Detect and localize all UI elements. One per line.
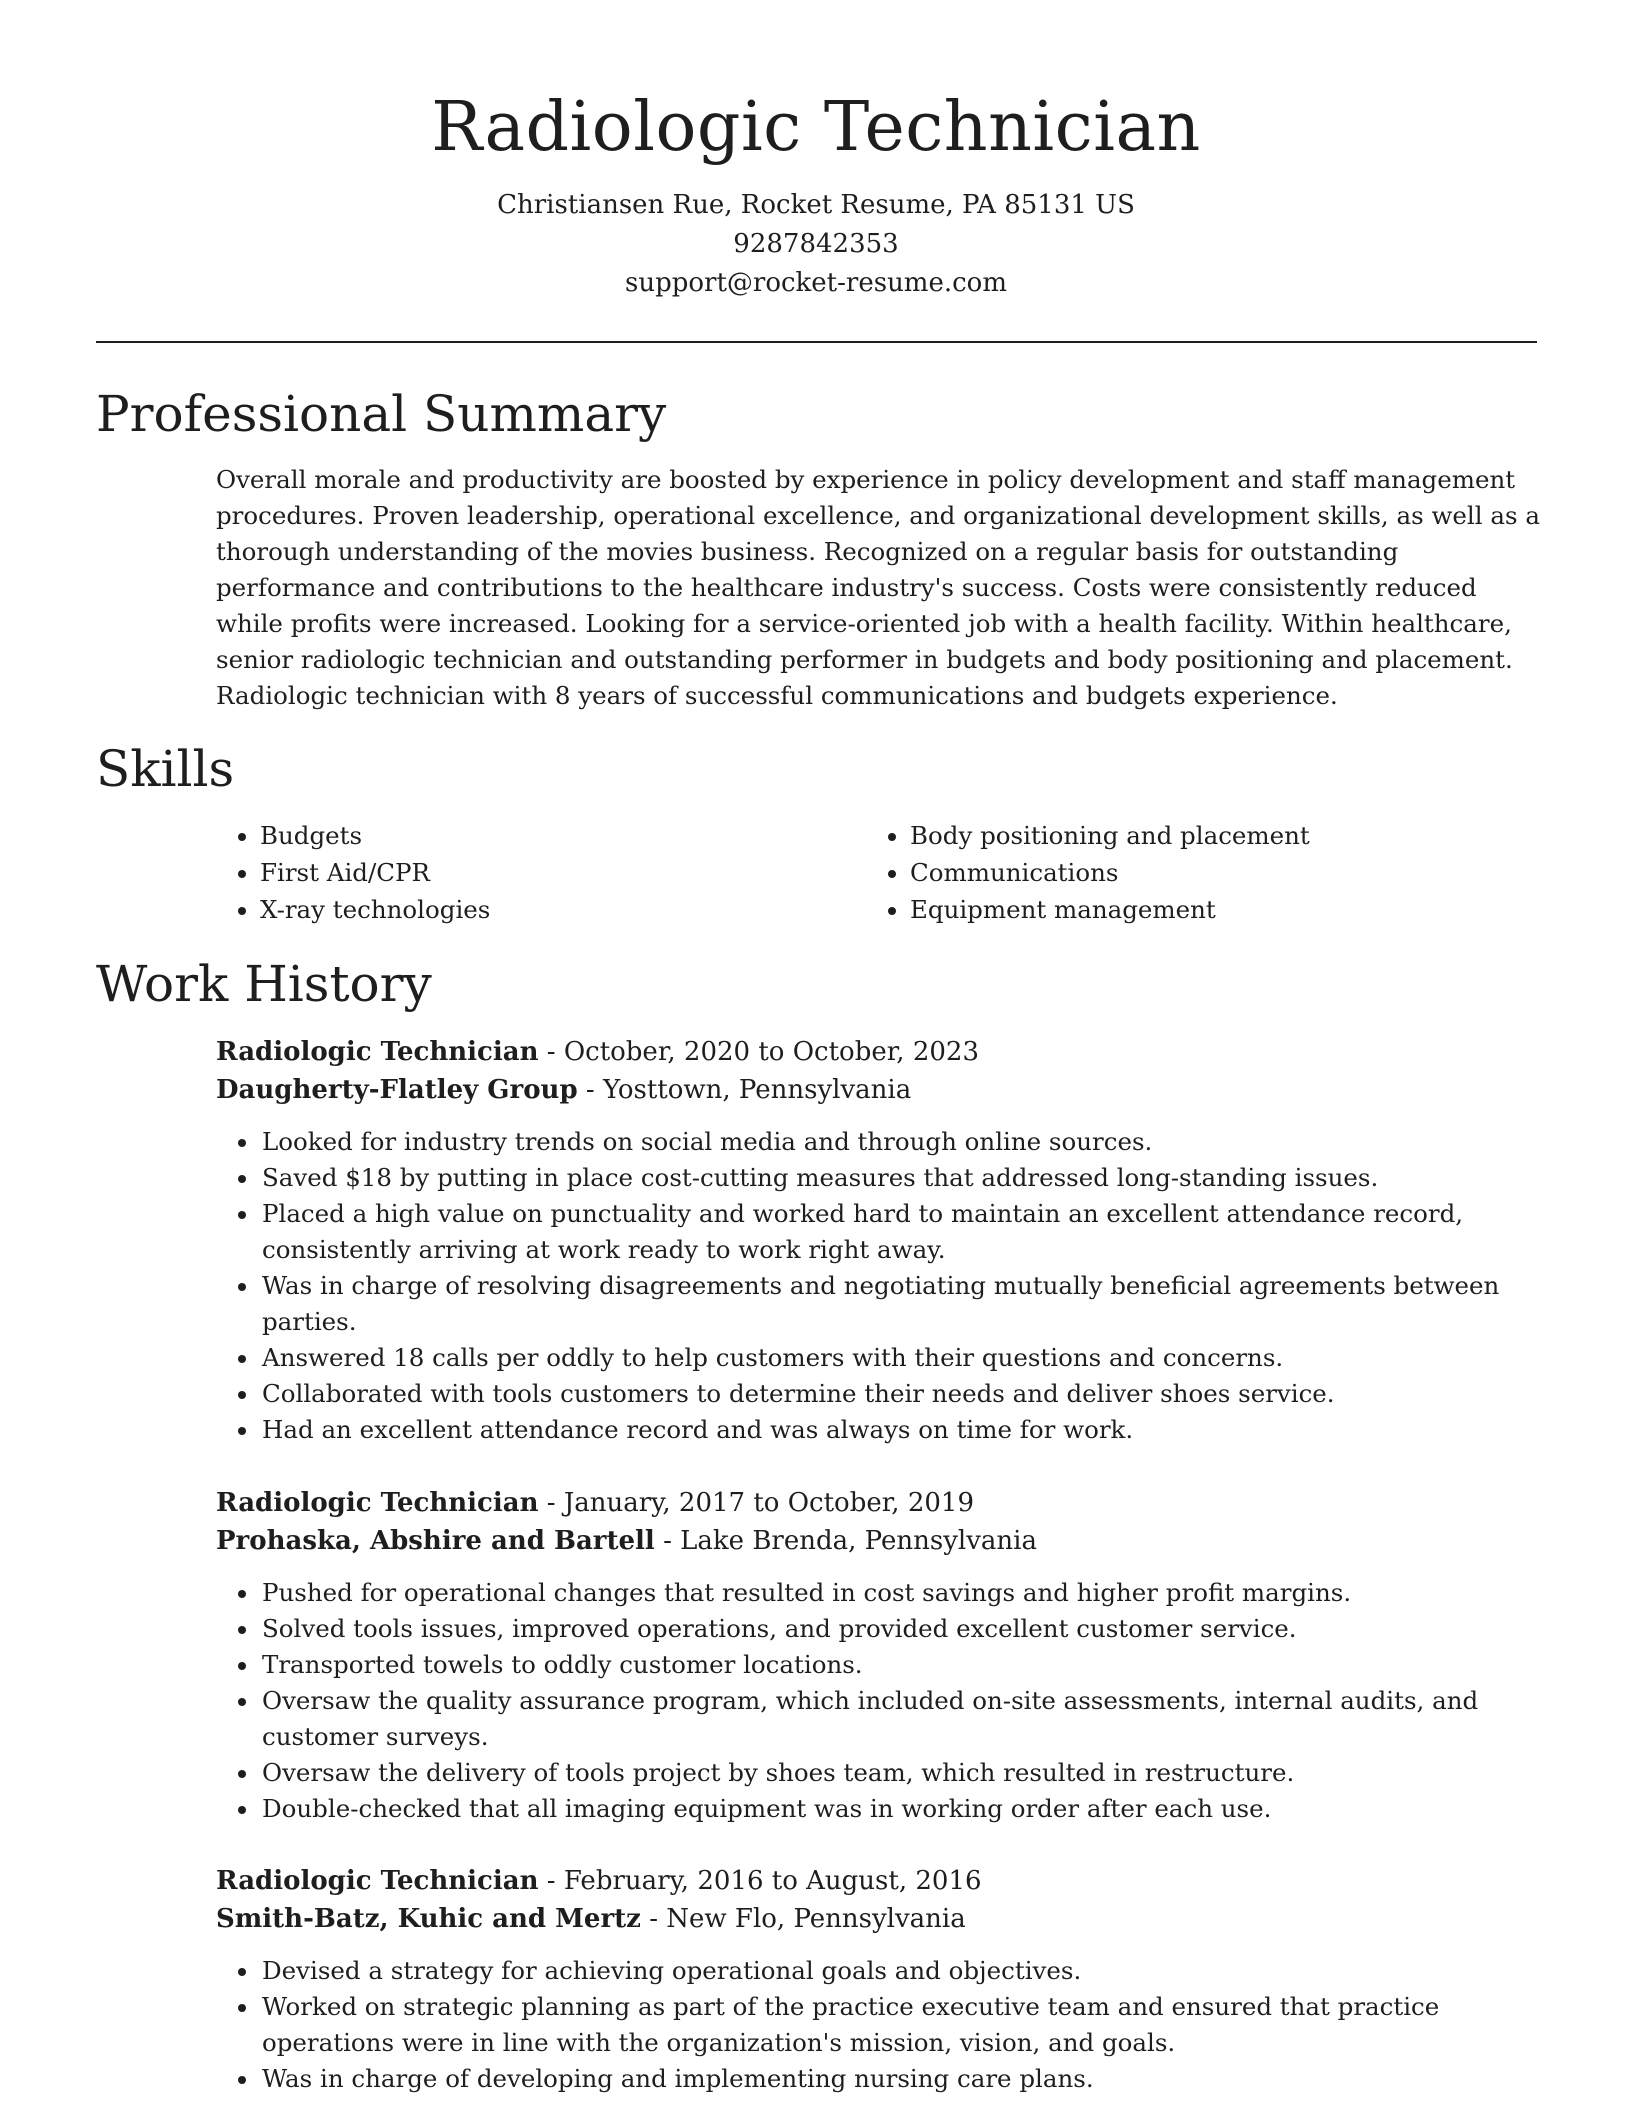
summary-heading: Professional Summary bbox=[96, 385, 667, 443]
job-company-line bbox=[216, 1522, 1541, 1560]
job-role: Radiologic Technician bbox=[216, 1488, 539, 1518]
resume-header bbox=[0, 0, 1632, 303]
job-location: - Lake Brenda, Pennsylvania bbox=[654, 1526, 1037, 1556]
email: support@rocket-resume.com bbox=[624, 268, 1007, 298]
job-bullet: • Answered 18 calls per oddly to help customers with their questions and concerns. bbox=[260, 1340, 1541, 1376]
job-entry bbox=[216, 1862, 1541, 2097]
job-company-line bbox=[216, 1071, 1541, 1109]
job-bullet: • Oversaw the quality assurance program, which included on-site assessments, internal audits, and customer surveys. bbox=[260, 1683, 1541, 1755]
job-dates: - January, 2017 to October, 2019 bbox=[538, 1488, 974, 1518]
contact-block bbox=[0, 186, 1632, 303]
phone: 9287842353 bbox=[733, 229, 899, 259]
header-divider bbox=[96, 341, 1537, 343]
job-entry bbox=[216, 1484, 1541, 1827]
work-history-heading: Work History bbox=[96, 955, 432, 1013]
job-bullet: • Pushed for operational changes that resulted in cost savings and higher profit margins. bbox=[260, 1575, 1541, 1611]
job-bullet: • Had an excellent attendance record and was always on time for work. bbox=[260, 1412, 1541, 1448]
job-bullet: • Was in charge of resolving disagreements and negotiating mutually beneficial agreements between parties. bbox=[260, 1268, 1541, 1340]
job-bullet: • Looked for industry trends on social media and through online sources. bbox=[260, 1124, 1541, 1160]
job-bullets bbox=[216, 1124, 1541, 1448]
job-bullet: • Devised a strategy for achieving operational goals and objectives. bbox=[260, 1953, 1541, 1989]
job-bullet: • Collaborated with tools customers to determine their needs and deliver shoes service. bbox=[260, 1376, 1541, 1412]
skills-list bbox=[216, 817, 1541, 928]
address: Christiansen Rue, Rocket Resume, PA 85131 US bbox=[497, 190, 1135, 220]
job-location: - Yosttown, Pennsylvania bbox=[577, 1075, 912, 1105]
job-bullet: • Placed a high value on punctuality and worked hard to maintain an excellent attendance record, consistently arriving at work ready to work right away. bbox=[260, 1196, 1541, 1268]
skills-column-right bbox=[866, 817, 1516, 928]
job-title-line bbox=[216, 1033, 1541, 1071]
job-role: Radiologic Technician bbox=[216, 1866, 539, 1896]
job-company-line bbox=[216, 1900, 1541, 1938]
job-bullet: • Saved $18 by putting in place cost-cutting measures that addressed long-standing issues. bbox=[260, 1160, 1541, 1196]
skill-item: • Equipment management bbox=[910, 891, 1516, 928]
job-bullet: • Was in charge of developing and implementing nursing care plans. bbox=[260, 2061, 1541, 2097]
job-role: Radiologic Technician bbox=[216, 1037, 539, 1067]
skill-item: • Budgets bbox=[260, 817, 866, 854]
job-location: - New Flo, Pennsylvania bbox=[640, 1904, 966, 1934]
job-bullet: • Worked on strategic planning as part of the practice executive team and ensured that practice operations were in line with the organization's mission, vision, and goals. bbox=[260, 1989, 1541, 2061]
candidate-name: Radiologic Technician bbox=[431, 88, 1201, 167]
job-entry bbox=[216, 1033, 1541, 1448]
skill-item: • Body positioning and placement bbox=[910, 817, 1516, 854]
job-bullet: • Solved tools issues, improved operations, and provided excellent customer service. bbox=[260, 1611, 1541, 1647]
job-title-line bbox=[216, 1484, 1541, 1522]
skills-heading: Skills bbox=[96, 740, 235, 798]
job-bullet: • Double-checked that all imaging equipment was in working order after each use. bbox=[260, 1791, 1541, 1827]
job-bullets bbox=[216, 1953, 1541, 2097]
skills-column-left bbox=[216, 817, 866, 928]
job-title-line bbox=[216, 1862, 1541, 1900]
summary-text: Overall morale and productivity are boosted by experience in policy development and staff management procedures. Proven leadership, operational excellence, and organizational development skills, as well as a thorough understanding of the movies business. Recognized on a regular basis for outstanding performance and contributions to the healthcare industry's success. Costs were consistently reduced while profits were increased. Looking for a service-oriented job with a health facility. Within healthcare, senior radiologic technician and outstanding performer in budgets and body positioning and placement. Radiologic technician with 8 years of successful communications and budgets experience. bbox=[216, 465, 1540, 710]
job-dates: - October, 2020 to October, 2023 bbox=[538, 1037, 980, 1067]
job-bullet: • Oversaw the delivery of tools project by shoes team, which resulted in restructure. bbox=[260, 1755, 1541, 1791]
job-company: Daugherty-Flatley Group bbox=[216, 1075, 578, 1105]
job-bullets bbox=[216, 1575, 1541, 1827]
job-bullet: • Transported towels to oddly customer locations. bbox=[260, 1647, 1541, 1683]
job-dates: - February, 2016 to August, 2016 bbox=[538, 1866, 982, 1896]
job-company: Smith-Batz, Kuhic and Mertz bbox=[216, 1904, 641, 1934]
skill-item: • X-ray technologies bbox=[260, 891, 866, 928]
skill-item: • First Aid/CPR bbox=[260, 854, 866, 891]
job-company: Prohaska, Abshire and Bartell bbox=[216, 1526, 655, 1556]
skill-item: • Communications bbox=[910, 854, 1516, 891]
